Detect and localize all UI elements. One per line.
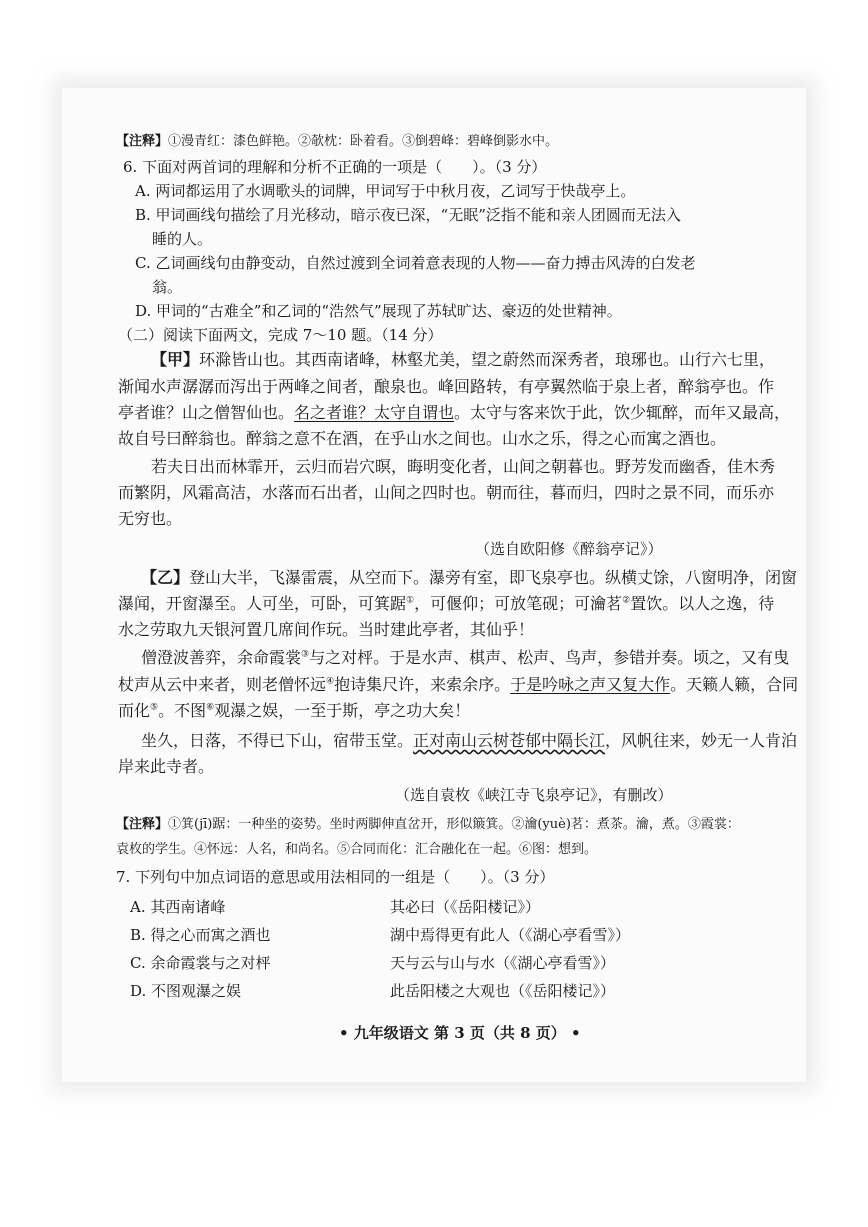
yi-text: 瀑闻，开窗瀑至。人可坐，可卧，可箕踞	[118, 594, 407, 613]
question-6-stem: 6. 下面对两首词的理解和分析不正确的一项是（ ）。（3 分）	[123, 158, 547, 176]
yi-tag: 【乙】	[141, 568, 190, 587]
yi-text: 僧澄波善弈，余命霞裳	[141, 648, 302, 667]
yi-line	[118, 594, 774, 613]
jia-line: 而繁阴，风霜高洁，水落而石出者，山间之四时也。朝而往，暮而归，四时之景不同，而乐亦	[118, 483, 775, 502]
yi-line	[141, 731, 797, 750]
yi-text: 抱诗集尺许，来索余序。	[334, 675, 511, 694]
q6-option-d: D. 甲词的“古难全”和乙词的“浩然气”展现了苏轼旷达、豪迈的处世精神。	[135, 302, 622, 320]
q6-option-b-cont: 睡的人。	[152, 230, 213, 248]
q6-option-a: A. 两词都运用了水调歌头的词牌，甲词写于中秋月夜，乙词写于快哉亭上。	[135, 182, 636, 200]
yi-text: ，风帆往来，妙无一人肯泊	[605, 731, 798, 750]
footnote-mark: ⑥	[206, 702, 215, 713]
jia-line: 无穷也。	[118, 509, 183, 528]
yi-text: ，可偃仰；可放笔砚；可瀹茗	[414, 594, 623, 613]
yi-text: 。不图	[158, 701, 207, 720]
page-footer: • 九年级语文 第 3 页（共 8 页） •	[339, 1024, 581, 1042]
yi-line	[141, 648, 789, 667]
q7-option-b-right: 湖中焉得更有此人（《湖心亭看雪》）	[390, 926, 631, 944]
jia-line: 故自号曰醉翁也。醉翁之意不在酒，在乎山水之间也。山水之乐，得之心而寓之酒也。	[118, 429, 727, 448]
q7-option-d-left: D. 不图观瀑之娱	[130, 982, 242, 1000]
yi-text: 登山大半，飞瀑雷震，从空而下。瀑旁有室，即飞泉亭也。纵横丈馀，八窗明净，闭窗	[189, 568, 798, 587]
yi-text: 而化	[118, 701, 151, 720]
q6-option-c: C. 乙词画线句由静变动，自然过渡到全词着意表现的人物——奋力搏击风涛的白发老	[135, 254, 696, 272]
yi-line	[118, 701, 470, 720]
yi-line	[141, 568, 797, 587]
q7-option-b-left: B. 得之心而寓之酒也	[130, 926, 271, 944]
question-7-stem: 7. 下列句中加点词语的意思或用法相同的一组是（ ）。（3 分）	[116, 868, 555, 886]
note-tag: 【注释】	[116, 134, 169, 149]
q6-option-c-cont: 翁。	[152, 278, 183, 296]
q6-option-b: B. 甲词画线句描绘了月光移动，暗示夜已深，“无眠”泛指不能和亲人团圆而无法入	[135, 206, 681, 224]
jia-text: 环滁皆山也。其西南诸峰，林壑尤美，望之蔚然而深秀者，琅琊也。山行六七里，	[199, 350, 776, 369]
jia-line	[151, 350, 775, 369]
yi-text: 置饮。以人之逸，待	[630, 594, 775, 613]
jia-line	[118, 403, 790, 422]
footnote-mark: ②	[622, 595, 631, 606]
yi-line	[118, 675, 798, 694]
jia-text: 亭者谁？山之僧智仙也。	[118, 403, 295, 422]
note-tag: 【注释】	[116, 817, 169, 832]
note-line	[116, 134, 558, 150]
yi-text: 坐久，日落，不得已下山，宿带玉堂。	[141, 731, 414, 750]
yi-line: 岸来此寺者。	[118, 757, 215, 776]
note-text: ①箕(jī)踞：一种坐的姿势。坐时两脚伸直岔开，形似簸箕。②瀹(yuè)茗：煮茶。瀹，煮。③霞裳：	[168, 817, 740, 832]
q7-option-a-right: 其必曰（《岳阳楼记》）	[390, 898, 541, 916]
footnote-mark: ③	[301, 649, 310, 660]
yi-wavy-sentence: 正对南山云树苍郁中隔长江	[413, 731, 606, 750]
yi-line: 水之劳取九天银河置几席间作玩。当时建此亭者，其仙乎！	[118, 620, 535, 639]
footnote-mark: ④	[326, 676, 335, 687]
yi-text: 。天籁人籁，合同	[670, 675, 799, 694]
jia-underlined-sentence: 名之者谁？太守自谓也	[294, 403, 455, 422]
jia-text: 。太守与客来饮于此，饮少辄醉，而年又最高，	[454, 403, 791, 422]
q7-option-a-left: A. 其西南诸峰	[130, 898, 226, 916]
q7-option-c-right: 天与云与山与水（《湖心亭看雪》）	[390, 954, 616, 972]
note-text: ①漫青红：漆色鲜艳。②欹枕：卧着看。③倒碧峰：碧峰倒影水中。	[168, 134, 559, 149]
footnote-mark: ⑤	[150, 702, 159, 713]
footnote-mark: ①	[406, 595, 415, 606]
yi-source: （选自袁枚《峡江寺飞泉亭记》，有删改）	[395, 786, 673, 804]
jia-tag: 【甲】	[151, 350, 200, 369]
yi-text: 观瀑之娱，一至于斯，亭之功大矣！	[214, 701, 471, 720]
yi-underlined-sentence: 于是吟咏之声又复大作	[510, 675, 671, 694]
jia-line: 渐闻水声潺潺而泻出于两峰之间者，酿泉也。峰回路转，有亭翼然临于泉上者，醉翁亭也。作	[118, 377, 775, 396]
q7-option-d-right: 此岳阳楼之大观也（《岳阳楼记》）	[390, 982, 616, 1000]
note-line	[116, 817, 740, 833]
section-heading: （二）阅读下面两文，完成 7～10 题。（14 分）	[118, 326, 443, 344]
jia-line: 若夫日出而林霏开，云归而岩穴暝，晦明变化者，山间之朝暮也。野芳发而幽香，佳木秀	[151, 457, 776, 476]
q7-option-c-left: C. 余命霞裳与之对枰	[130, 954, 271, 972]
yi-text: 与之对枰。于是水声、棋声、松声、鸟声，参错并奏。顷之，又有曳	[309, 648, 790, 667]
jia-source: （选自欧阳修《醉翁亭记》）	[475, 540, 663, 558]
note-line: 袁枚的学生。④怀远：人名，和尚名。⑤合同而化：汇合融化在一起。⑥图：想到。	[116, 842, 598, 857]
yi-text: 杖声从云中来者，则老僧怀远	[118, 675, 327, 694]
